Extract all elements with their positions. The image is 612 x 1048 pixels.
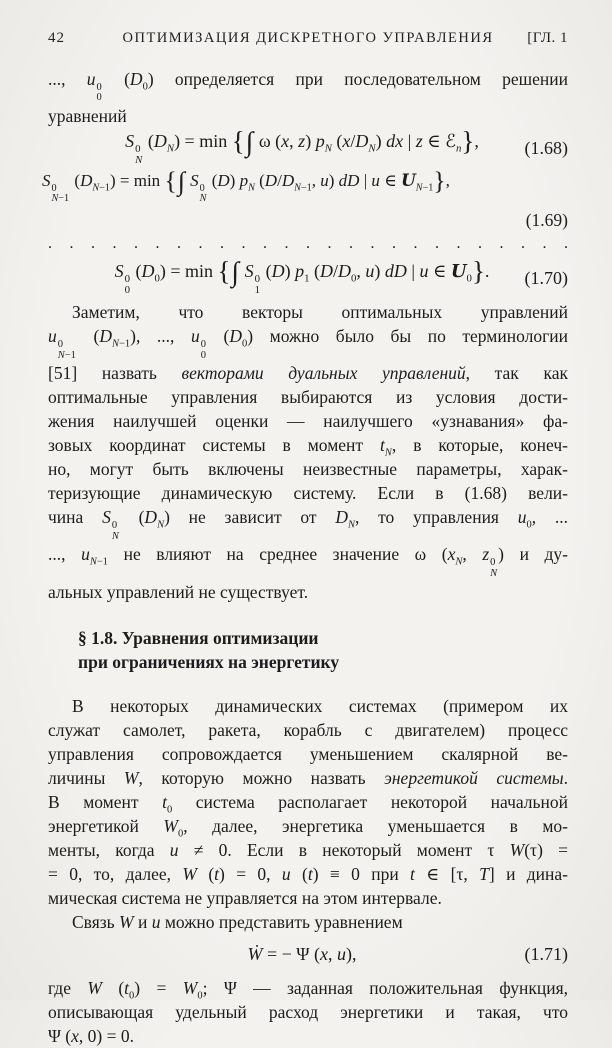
text-line: описывающая удельный расход энергетики и такая, что bbox=[48, 1001, 568, 1022]
equation-1-70-number: (1.70) bbox=[524, 267, 568, 288]
text-line: чина S 0 N $(D_N)$ не зависит от $D_N$, то управления $u_0$, ... bbox=[48, 507, 569, 542]
paragraph-psi-definition bbox=[48, 976, 568, 1048]
text-line: теризующие динамическую систему. Если в (1.68) вели- bbox=[48, 483, 568, 504]
text-line: но, могут быть включены неизвестные параметры, харак- bbox=[48, 459, 568, 480]
text-line: служат самолет, ракета, корабль с двигателем) процесс bbox=[48, 719, 568, 740]
equation-1-68-body: S 0 N $(D_N) = \min$ {∫ ω (x, z) $p_N$ $(x/D_N)$ dx | z ∈ ℰ$_n$}, bbox=[125, 125, 479, 166]
text-line: альных управлений не существует. bbox=[48, 581, 309, 602]
running-title: ОПТИМИЗАЦИЯ ДИСКРЕТНОГО УПРАВЛЕНИЯ bbox=[122, 30, 494, 46]
text-line: u 0 N−1 $(D_{N-1})$, ..., u 0 0 $(D_0)$ можно было бы по терминологии bbox=[48, 326, 569, 361]
chapter-marker: [ГЛ. 1 bbox=[527, 30, 568, 46]
text-line: В некоторых динамических системах (примером их bbox=[72, 695, 568, 716]
text-line: управления сопровождается уменьшением скалярной ве- bbox=[48, 743, 568, 764]
ellipsis-dots-row: . . . . . . . . . . . . . . . . . . . . . . . . . bbox=[48, 235, 568, 253]
equation-1-69 bbox=[42, 166, 568, 208]
text-line: энергетикой $W_0$, далее, энергетика уменьшается в мо- bbox=[48, 815, 568, 839]
text-line: Связь W и u можно представить уравнением bbox=[72, 911, 403, 932]
paragraph-w-u-relation bbox=[48, 910, 568, 934]
paragraph-energy-systems bbox=[48, 694, 568, 910]
equation-1-71 bbox=[48, 934, 568, 976]
equation-1-69-body: S 0 N−1 $(D_{N-1}) = \min$ {∫ S 0 N (D) $p_N$ ($D/D_{N-1}$, u) dD | u ∈ $U_{N-1}$}, bbox=[42, 166, 450, 205]
text-line: где W $(t_0) = W_0$; Ψ — заданная положительная функция, bbox=[48, 977, 569, 1001]
text-line: ..., u 0 0 $(D_0)$ определяется при последовательном решении bbox=[48, 69, 569, 104]
text-line: ..., $u_{N-1}$ не влияют на среднее значение ω ($x_N$, z 0 N ) и ду- bbox=[48, 544, 568, 579]
intro-paragraph bbox=[48, 67, 568, 128]
text-line: зовых координат системы в момент $t_N$, в которые, конеч- bbox=[48, 435, 568, 459]
text-line: при ограничениях на энергетику bbox=[78, 651, 340, 672]
paragraph-dual-controls bbox=[48, 300, 568, 603]
text-line: В момент $t_0$ система располагает некоторой начальной bbox=[48, 791, 568, 815]
equation-1-68-number: (1.68) bbox=[524, 137, 568, 158]
equation-1-70 bbox=[48, 256, 568, 300]
section-heading bbox=[78, 626, 568, 674]
text-line: оптимальные управления выбираются из условия дости- bbox=[48, 387, 568, 408]
text-line: жения наилучшей оценки — наилучшего «узнавания» фа- bbox=[48, 411, 568, 432]
equation-1-68 bbox=[48, 125, 568, 168]
text-line: = 0, то, далее, W (t) = 0, u (t) ≡ 0 при t ∈ [τ, T] и дина- bbox=[48, 863, 569, 884]
equation-1-70-body: S 0 0 $(D_0) = \min$ {∫ S 0 1 (D) $p_1$ ($D/D_0$, u) dD | u ∈ $U_0$}. bbox=[114, 255, 490, 296]
equation-1-71-body: Ẇ = − Ψ (x, u), bbox=[247, 944, 357, 964]
text-line: § 1.8. Уравнения оптимизации bbox=[78, 627, 319, 648]
text-line: уравнений bbox=[48, 106, 127, 127]
text-line: мическая система не управляется на этом интервале. bbox=[48, 887, 442, 908]
equation-1-71-number: (1.71) bbox=[524, 944, 568, 964]
text-line: Ψ (x, 0) = 0. bbox=[48, 1025, 134, 1046]
text-line: Заметим, что векторы оптимальных управлений bbox=[72, 302, 568, 323]
page-number: 42 bbox=[48, 30, 65, 46]
page-header bbox=[48, 30, 568, 47]
equation-1-69-number: (1.69) bbox=[525, 210, 568, 231]
text-line: личины W, которую можно назвать энергетикой системы. bbox=[48, 767, 568, 788]
text-line: менты, когда u ≠ 0. Если в некоторый момент τ W(τ) = bbox=[48, 839, 569, 860]
text-line: [51] назвать векторами дуальных управлений, так как bbox=[48, 363, 568, 384]
